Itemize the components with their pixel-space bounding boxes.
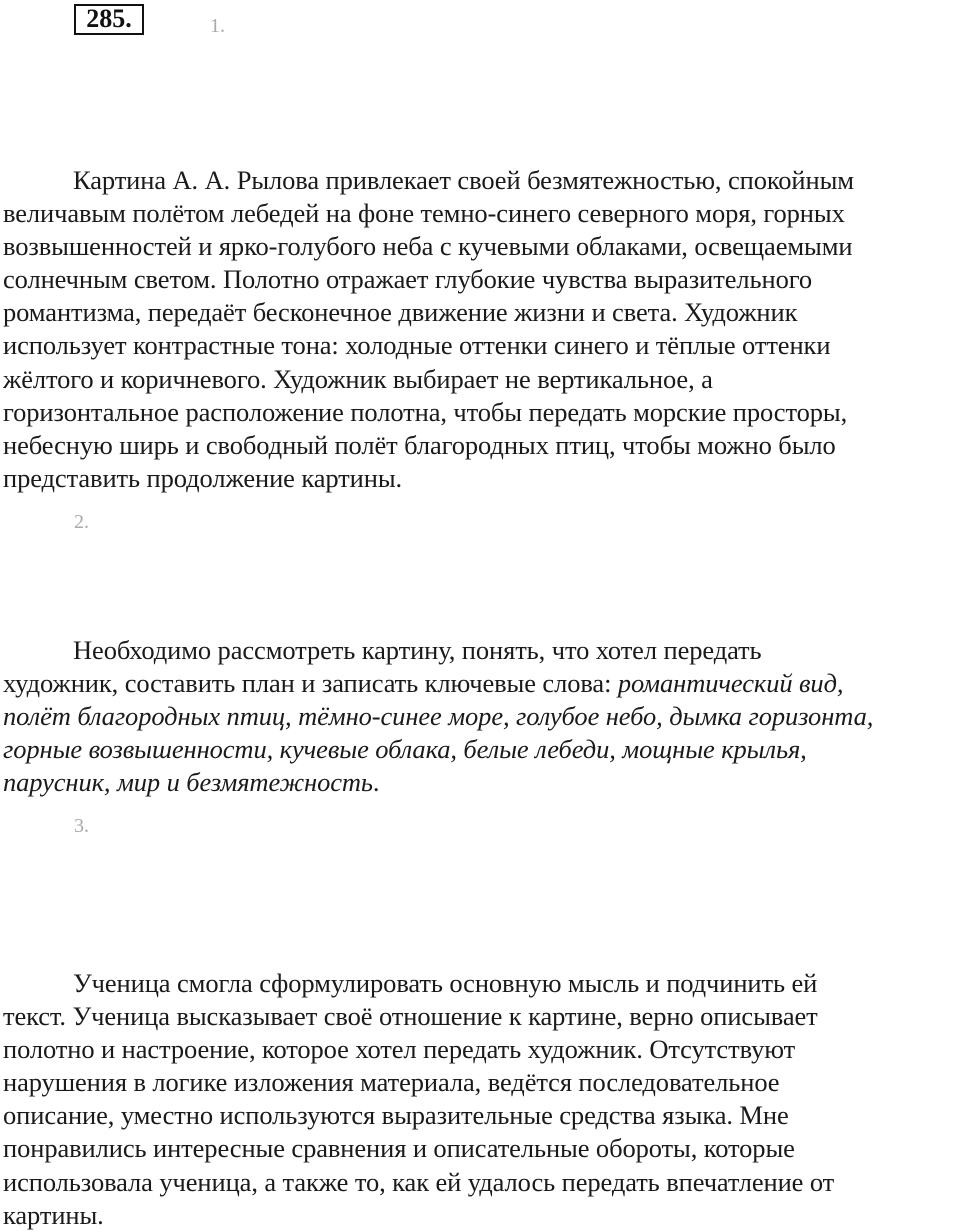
- paragraph-2: [3, 634, 960, 799]
- paragraph-2-plain: Необходимо рассмотреть картину, понять, что хотел передать художник, составить план и записать ключевые слова:: [3, 635, 762, 699]
- item-marker-3: 3.: [74, 815, 89, 837]
- paragraph-2-keywords: романтический вид, полёт благородных птиц, тёмно-синее море, голубое небо, дымка горизонта, горные возвышенности, кучевые облака, белые лебеди, мощные крылья, парусник, мир и безмятежность: [3, 668, 874, 798]
- exercise-number-box: 285.: [74, 4, 144, 35]
- item-marker-1: 1.: [210, 15, 225, 37]
- paragraph-2-end: .: [372, 767, 380, 798]
- paragraph-3: Ученица смогла сформулировать основную мысль и подчинить ей текст. Ученица высказывает своё отношение к картине, верно описывает полотно и настроение, которое хотел передать художник. Отсутствуют нарушения в логике изложения материала, ведётся последовательное описание, уместно используются выразительные средства языка. Мне понравились интересные сравнения и описательные обороты, которые использовала ученица, а также то, как ей удалось передать впечатление от картины.: [3, 968, 835, 1230]
- paragraph-1: Картина А. А. Рылова привлекает своей безмятежностью, спокойным величавым полётом лебедей на фоне темно-синего северного моря, горных возвышенностей и ярко-голубого неба с кучевыми облаками, освещаемыми солнечным светом. Полотно отражает глубокие чувства выразительного романтизма, передаёт бесконечное движение жизни и света. Художник использует контрастные тона: холодные оттенки синего и тёплые оттенки жёлтого и коричневого. Художник выбирает не вертикальное, а горизонтальное расположение полотна, чтобы передать морские просторы, небесную ширь и свободный полёт благородных птиц, чтобы можно было представить продолжение картины.: [3, 165, 854, 493]
- item-marker-2: 2.: [74, 511, 89, 533]
